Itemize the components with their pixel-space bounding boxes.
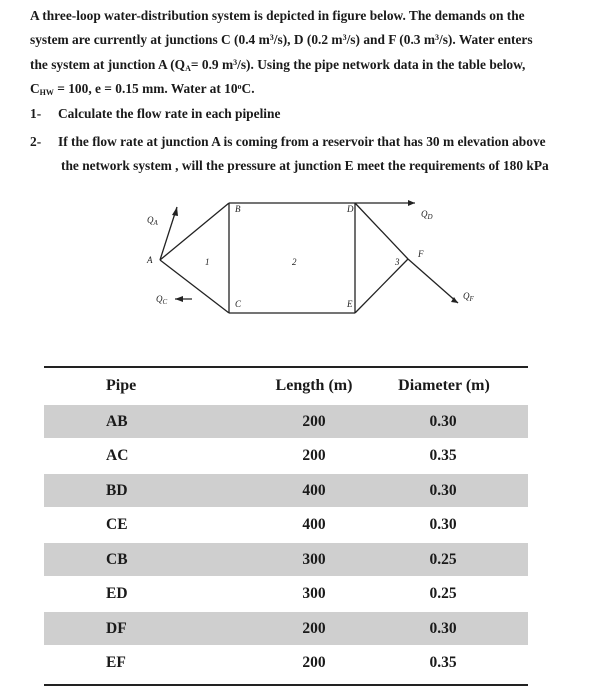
table-row	[44, 577, 528, 610]
node-label-E: E	[347, 299, 353, 309]
header-length: Length (m)	[275, 377, 353, 394]
table-row	[44, 439, 528, 472]
cell-length: 300	[302, 550, 326, 568]
network-figure	[125, 195, 485, 325]
cell-pipe: EF	[106, 653, 126, 671]
problem-line-2: system are currently at junctions C (0.4 $m^3/s$), D (0.2 $m^3/s$) and F (0.3 $m^3/s$). Water enters	[30, 32, 533, 48]
cell-diameter: 0.30	[429, 515, 457, 533]
loop-label-3: 3	[395, 257, 400, 267]
question-1-number: 1-	[30, 106, 42, 121]
cell-length: 200	[302, 412, 326, 430]
arrowhead-QA	[172, 207, 178, 216]
cell-pipe: CB	[106, 550, 128, 568]
node-label-D: D	[347, 204, 354, 214]
cell-diameter: 0.30	[429, 412, 457, 430]
pipe-AC	[160, 260, 229, 313]
cell-length: 200	[302, 619, 326, 637]
cell-length: 200	[302, 446, 326, 464]
cell-diameter: 0.30	[429, 619, 457, 637]
pipe-EF	[355, 259, 408, 313]
cell-pipe: CE	[106, 515, 128, 533]
cell-diameter: 0.35	[429, 446, 457, 464]
loop-label-1: 1	[205, 257, 210, 267]
table-row	[44, 646, 528, 679]
cell-pipe: DF	[106, 619, 127, 637]
question-2-text-line-1: If the flow rate at junction A is coming from a reservoir that has 30 m elevation above	[58, 134, 546, 149]
problem-statement	[30, 4, 590, 101]
cell-pipe: AB	[106, 412, 128, 430]
cell-length: 400	[302, 515, 326, 533]
question-1-text: Calculate the flow rate in each pipeline	[58, 106, 281, 121]
problem-line-4: $C_{HW} = 100$, e = 0.15 mm. Water at 10$^o$C.	[30, 80, 255, 97]
cell-diameter: 0.30	[429, 481, 457, 499]
table-row	[44, 405, 528, 438]
loop-label-2: 2	[292, 257, 297, 267]
pipe-DF	[355, 203, 408, 259]
question-1	[30, 102, 280, 126]
question-2-text-line-2: the network system , will the pressure at junction E meet the requirements of 180 kPa	[61, 158, 549, 173]
question-2	[30, 130, 590, 178]
cell-diameter: 0.35	[429, 653, 457, 671]
node-label-C: C	[235, 299, 242, 309]
table-row	[44, 508, 528, 541]
node-label-F: F	[418, 249, 424, 259]
cell-length: 400	[302, 481, 326, 499]
table-row	[44, 474, 528, 507]
cell-length: 300	[302, 584, 326, 602]
header-pipe: Pipe	[106, 377, 137, 394]
cell-pipe: BD	[106, 481, 128, 499]
flow-label-QA: $Q_A$	[147, 215, 158, 227]
cell-diameter: 0.25	[429, 550, 457, 568]
table-header-row	[44, 368, 528, 404]
cell-length: 200	[302, 653, 326, 671]
cell-pipe: AC	[106, 446, 129, 464]
cell-diameter: 0.25	[429, 584, 457, 602]
problem-line-1: A three-loop water-distribution system is depicted in figure below. The demands on the	[30, 8, 525, 23]
arrowhead-QD	[408, 200, 415, 206]
table-row	[44, 612, 528, 645]
question-2-number: 2-	[30, 134, 42, 149]
flow-label-QD: $Q_D$	[421, 209, 433, 221]
flow-label-QC: $Q_C$	[156, 294, 168, 306]
node-label-A: A	[147, 255, 153, 265]
arrowhead-QC	[175, 296, 183, 302]
table-row	[44, 543, 528, 576]
flow-label-QF: $Q_F$	[463, 291, 474, 303]
node-label-B: B	[235, 204, 241, 214]
cell-pipe: ED	[106, 584, 128, 602]
pipe-AB	[160, 203, 229, 260]
header-diameter: Diameter (m)	[398, 377, 490, 394]
table-bottom-rule	[44, 684, 528, 686]
problem-line-3: the system at junction A ($Q_A= 0.9$ $m^3/s$). Using the pipe network data in the table below,	[30, 56, 526, 73]
flow-arrow-QF	[408, 259, 458, 303]
